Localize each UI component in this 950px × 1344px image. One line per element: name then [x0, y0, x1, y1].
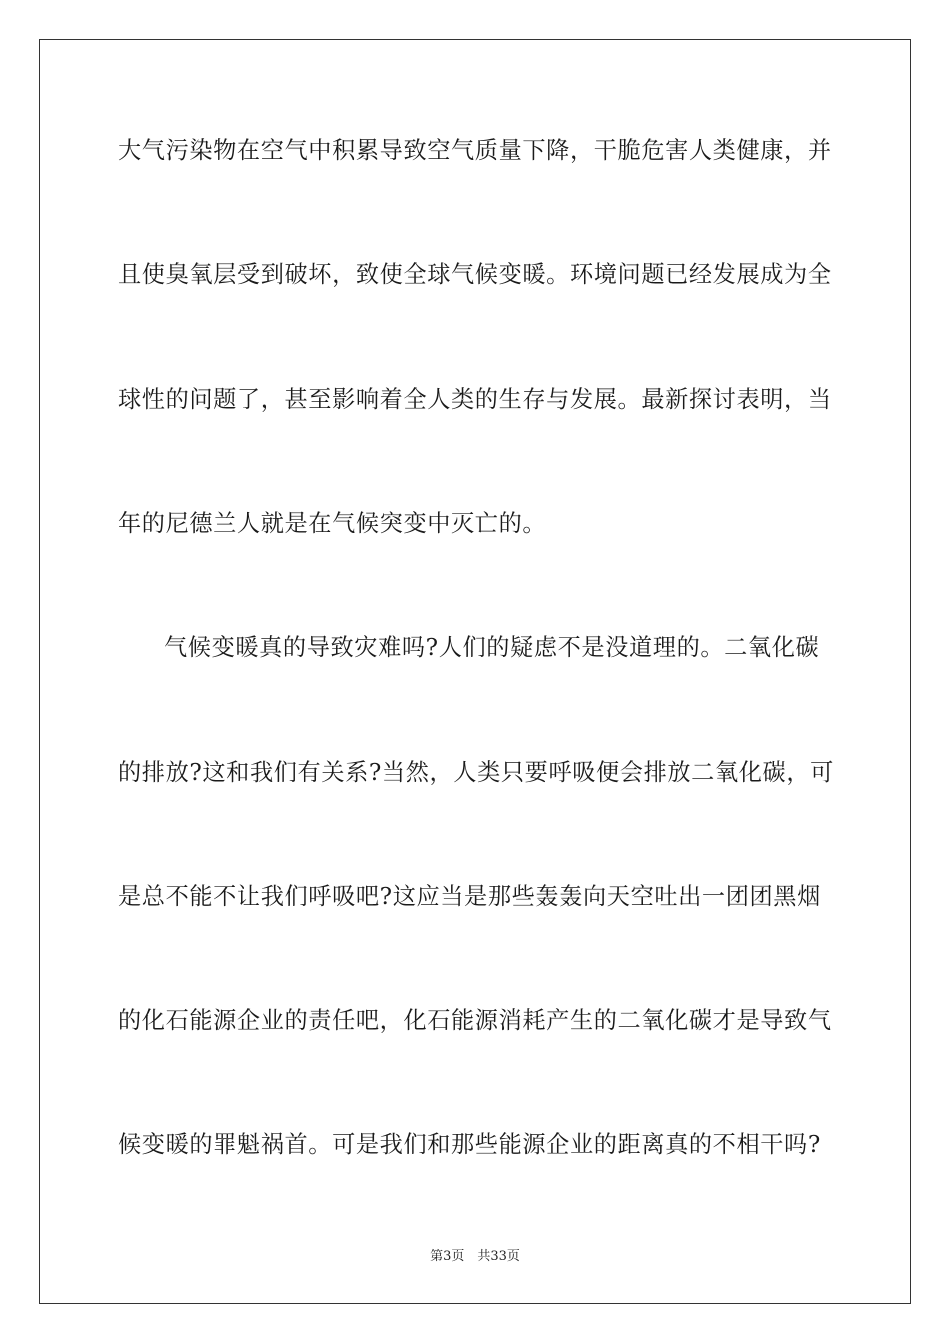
text-line: 且使臭氧层受到破坏，致使全球气候变暖。环境问题已经发展成为全	[118, 261, 832, 288]
text-line: 的化石能源企业的责任吧，化石能源消耗产生的二氧化碳才是导致气	[118, 1007, 832, 1034]
text-line: 是总不能不让我们呼吸吧?这应当是那些轰轰向天空吐出一团团黑烟	[118, 883, 821, 910]
text-line: 球性的问题了，甚至影响着全人类的生存与发展。最新探讨表明，当	[118, 386, 832, 413]
text-line: 大气污染物在空气中积累导致空气质量下降，干脆危害人类健康，并	[118, 137, 832, 164]
page-border	[39, 39, 911, 1304]
text-line: 的排放?这和我们有关系?当然，人类只要呼吸便会排放二氧化碳，可	[118, 759, 834, 786]
text-line: 年的尼德兰人就是在气候突变中灭亡的。	[118, 510, 547, 537]
page-number: 第3页 共33页	[430, 1249, 520, 1264]
paragraph-first-line: 气候变暖真的导致灾难吗?人们的疑虑不是没道理的。二氧化碳	[164, 634, 820, 661]
text-line: 候变暖的罪魁祸首。可是我们和那些能源企业的距离真的不相干吗?	[118, 1131, 821, 1158]
